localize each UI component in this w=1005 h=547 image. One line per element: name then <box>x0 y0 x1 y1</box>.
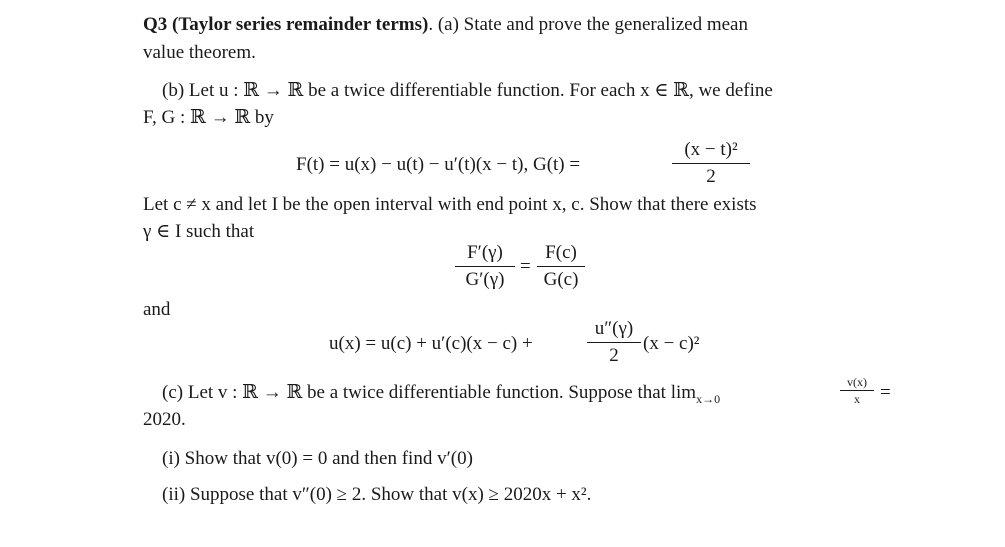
limit-numerator: v(x) <box>847 375 867 389</box>
part-c-line1 <box>162 381 720 405</box>
part-c-i: (i) Show that v(0) = 0 and then find v′(0) <box>162 448 473 469</box>
ratio-left-fraction <box>455 241 515 292</box>
ratio-right-bar <box>537 266 585 267</box>
part-c-line2: 2020. <box>143 409 186 430</box>
taylor-equation-left: u(x) = u(c) + u′(c)(x − c) + <box>329 333 533 354</box>
part-b-line2: F, G : ℝ → ℝ by <box>143 107 274 128</box>
limit-subscript: x→0 <box>696 392 721 406</box>
g-fraction-bar <box>672 163 750 164</box>
ratio-equals: = <box>520 256 531 277</box>
taylor-fraction-numerator: u″(γ) <box>594 318 634 339</box>
limit-equals: = <box>880 382 891 403</box>
part-b-line3: Let c ≠ x and let I be the open interval with end point x, c. Show that there exists <box>143 194 757 215</box>
ratio-right-denominator: G(c) <box>543 269 579 290</box>
and-text: and <box>143 299 171 320</box>
taylor-equation-right: (x − c)² <box>643 333 700 354</box>
part-b-line1: (b) Let u : ℝ → ℝ be a twice differentiable function. For each x ∈ ℝ, we define <box>162 80 773 101</box>
question-title: (Taylor series remainder terms) <box>172 14 429 35</box>
equation-f-g-left: F(t) = u(x) − u(t) − u′(t)(x − t), G(t) = <box>296 154 581 175</box>
ratio-right-fraction <box>537 241 585 292</box>
taylor-fraction-bar <box>587 342 641 343</box>
taylor-fraction-denominator: 2 <box>609 345 619 366</box>
g-fraction-denominator: 2 <box>706 166 716 187</box>
ratio-right-numerator: F(c) <box>545 242 577 263</box>
q3-heading-line <box>143 13 748 37</box>
limit-fraction <box>840 375 874 406</box>
ratio-left-numerator: F′(γ) <box>467 242 503 263</box>
question-number: Q3 <box>143 14 168 35</box>
limit-denominator: x <box>854 392 860 406</box>
part-a-continuation: value theorem. <box>143 42 256 63</box>
ratio-left-denominator: G′(γ) <box>465 269 505 290</box>
ratio-left-bar <box>455 266 515 267</box>
part-c-text: (c) Let v : ℝ → ℝ be a twice differentiable function. Suppose that lim <box>162 382 697 403</box>
g-fraction-numerator: (x − t)² <box>684 139 738 160</box>
taylor-remainder-fraction <box>587 317 641 368</box>
part-b-line4: γ ∈ I such that <box>143 221 255 242</box>
limit-bar <box>840 390 874 391</box>
part-a-intro: . (a) State and prove the generalized mean <box>428 14 748 35</box>
part-c-ii: (ii) Suppose that v″(0) ≥ 2. Show that v(x) ≥ 2020x + x². <box>162 484 592 505</box>
equation-g-fraction <box>672 138 750 189</box>
